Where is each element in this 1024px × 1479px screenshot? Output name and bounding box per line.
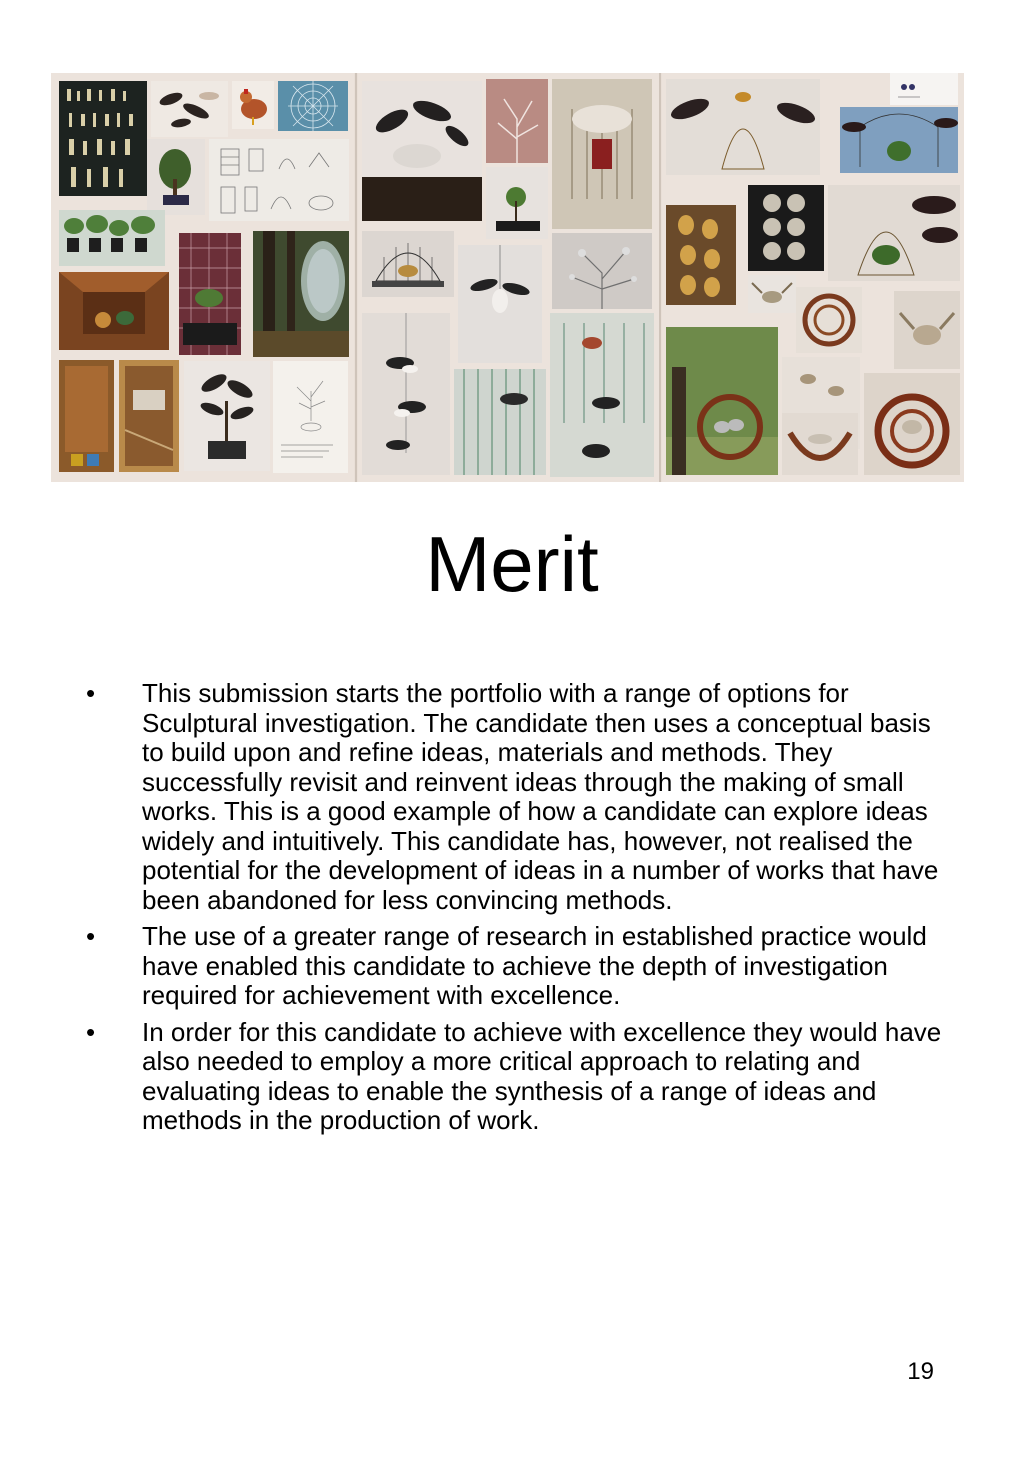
bullet-text: In order for this candidate to achieve with excellence they would have also needed to employ a more critical approach to relating and evaluating ideas to enable the synthesis of a range of ideas and methods in the production of work. (142, 1016, 942, 1135)
portfolio-panel-left (51, 73, 354, 482)
bullet-dot-icon: • (86, 678, 96, 708)
nest-bowl-photo (782, 413, 858, 475)
drawing-notes-photo (273, 361, 348, 473)
bullet-list (86, 679, 946, 1143)
birdcage-feathers-photo (666, 79, 820, 175)
gold-pods-photo (666, 205, 736, 305)
sapling-photo (486, 167, 548, 239)
portfolio-panel-middle (358, 73, 659, 482)
hanging-feathers-photo (458, 245, 542, 363)
nest-tree-photo (666, 327, 778, 475)
sketches-photo (209, 139, 349, 221)
cage-hanging-photo (552, 79, 652, 229)
cage-sky-photo (840, 107, 958, 173)
feathers-photo (151, 81, 228, 137)
bonsai-photo (147, 139, 205, 215)
birdcage-photo (362, 231, 454, 297)
feather-sculpture-photo (362, 81, 482, 221)
cage-mobile-photo (550, 313, 654, 477)
spiderweb-photo (278, 81, 348, 131)
silver-bird-large-photo (894, 291, 960, 369)
bullet-dot-icon: • (86, 1016, 96, 1047)
page-number: 19 (907, 1358, 934, 1385)
silver-bird-photo (748, 275, 796, 313)
bullet-text: The use of a greater range of research in established practice would have enabled this candidate to achieve the depth of investigation required for achievement with excellence. (142, 921, 927, 1010)
wooden-box-photo (59, 360, 114, 472)
portfolio-panel-right (662, 73, 964, 482)
label-card-photo (890, 73, 958, 105)
tree-trunks-photo (253, 231, 349, 357)
bullet-text: This submission starts the portfolio with a range of options for Sculptural investigation. The candidate then uses a conceptual basis to build upon and refine ideas, materials and methods. They successfully revisit and reinvent ideas through the making of small works. This is a good example of how a candidate can explore ideas widely and intuitively. This candidate has, however, not realised the potential for the development of ideas in a number of works that have been abandoned for less convincing methods. (142, 678, 939, 915)
feather-mobile-photo (362, 313, 450, 475)
nest-large-photo (864, 373, 960, 475)
bullet-item (86, 922, 946, 1011)
bone-collection-photo (59, 81, 147, 196)
bullet-item (86, 679, 946, 915)
box-interior-photo (59, 272, 169, 350)
cage-grid-photo (179, 233, 241, 355)
pink-tree-photo (486, 79, 548, 163)
nest-small-photo (796, 287, 862, 353)
feather-tree-photo (184, 361, 270, 471)
slide-title: Merit (425, 520, 599, 608)
cage-branches-photo (828, 185, 960, 281)
silver-pods-photo (748, 185, 824, 271)
bullet-dot-icon: • (86, 921, 96, 951)
green-cage-photo (454, 369, 546, 475)
wooden-frame-photo (119, 360, 179, 472)
seedlings-photo (59, 210, 165, 266)
rooster-photo (232, 81, 274, 129)
silver-branches-photo (552, 233, 652, 309)
portfolio-board-image (51, 73, 964, 482)
bullet-item (86, 1018, 946, 1136)
